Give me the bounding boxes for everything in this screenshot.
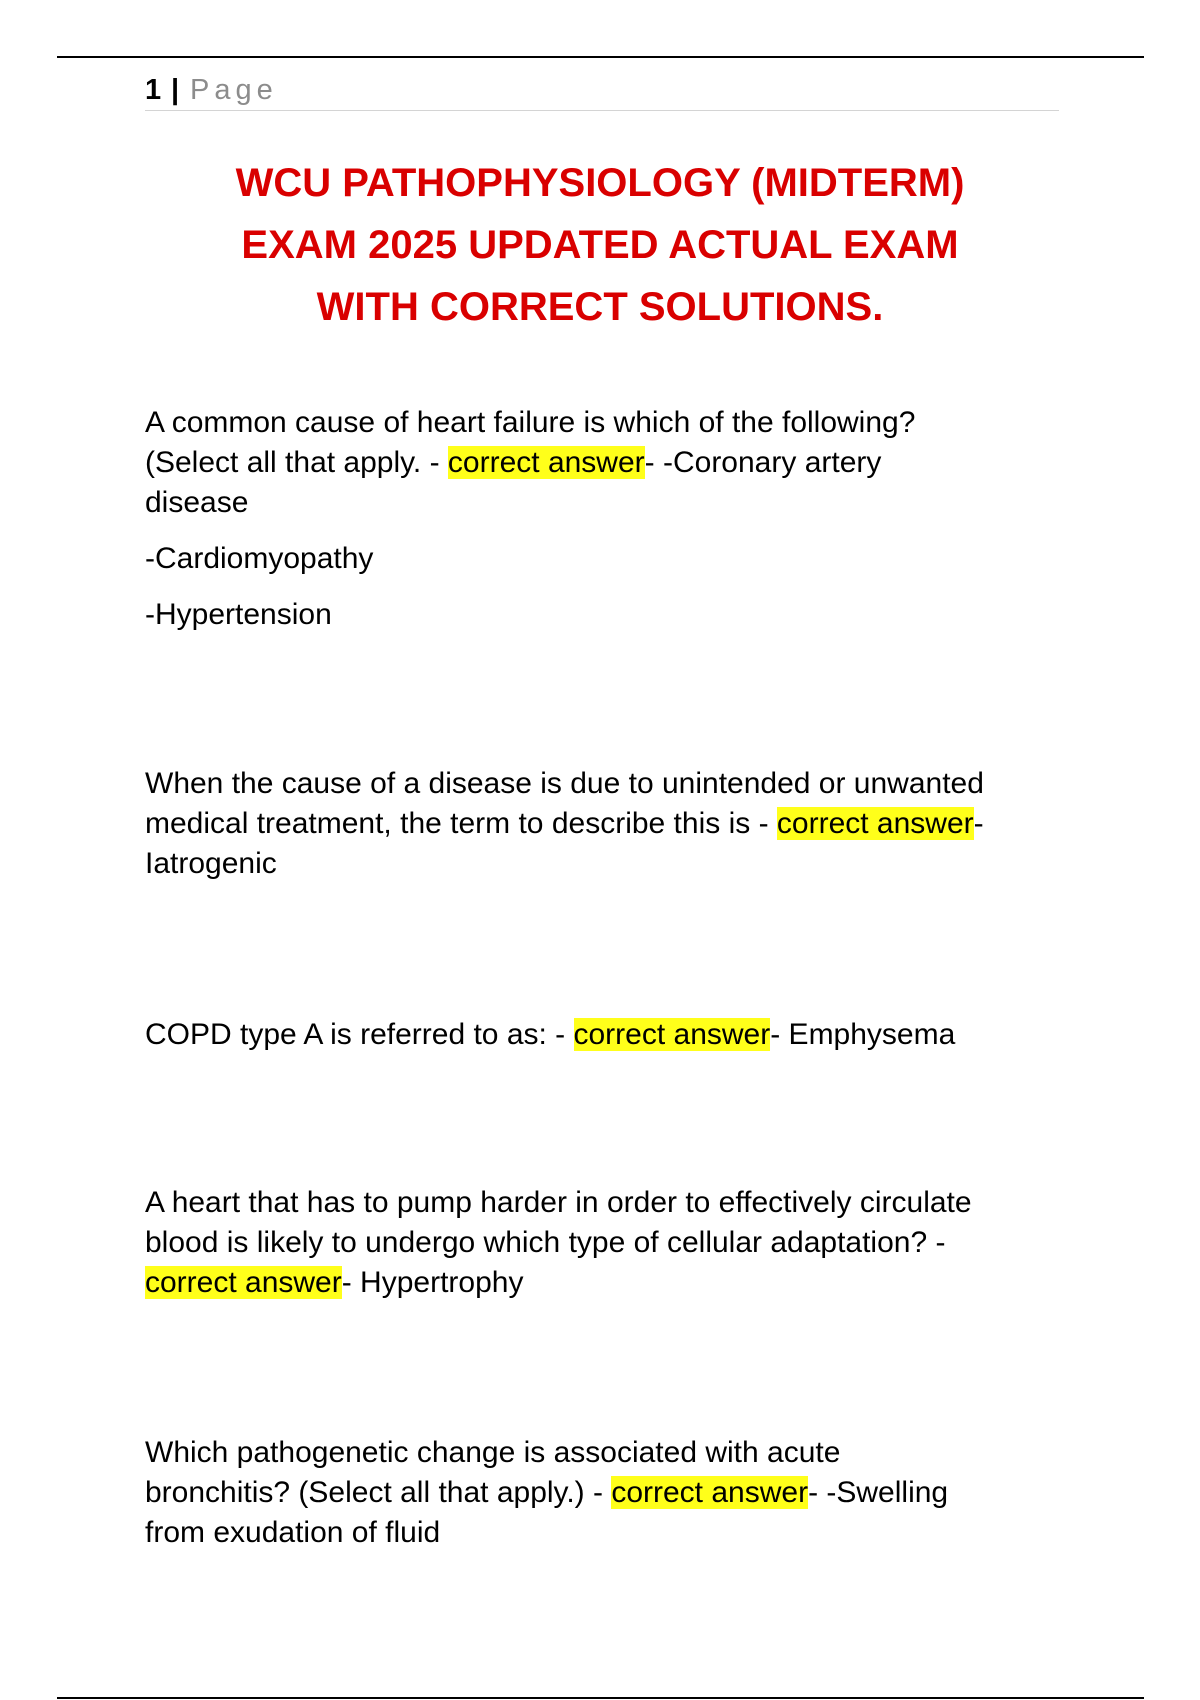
question-1 — [145, 403, 1065, 635]
question-line: medical treatment, the term to describe this is - — [145, 807, 777, 840]
question-text — [145, 443, 1065, 483]
question-line: Which pathogenetic change is associated with acute — [145, 1436, 841, 1469]
answer-text — [145, 844, 1065, 884]
page-number: 1 — [145, 74, 162, 106]
question-4 — [145, 1183, 1065, 1303]
answer-line: disease — [145, 486, 249, 519]
question-line: COPD type A is referred to as: - — [145, 1018, 574, 1051]
answer-text: - -Coronary artery — [644, 446, 882, 479]
answer-line: from exudation of fluid — [145, 1516, 441, 1549]
question-line: A common cause of heart failure is which of the following? — [145, 406, 916, 439]
question-line: When the cause of a disease is due to unintended or unwanted — [145, 767, 984, 800]
question-line: blood is likely to undergo which type of cellular adaptation? - — [145, 1226, 946, 1259]
question-3 — [145, 1015, 1065, 1055]
question-2 — [145, 764, 1065, 884]
answer-text: - Emphysema — [770, 1018, 956, 1051]
question-text — [145, 764, 1065, 804]
title-line-1: WCU PATHOPHYSIOLOGY (MIDTERM) — [235, 161, 965, 205]
page-label: Page — [190, 74, 278, 106]
question-text — [145, 1473, 1065, 1513]
correct-answer-highlight: correct answer — [776, 807, 974, 840]
answer-text: - — [973, 807, 984, 840]
answer-item: -Cardiomyopathy — [145, 542, 374, 575]
document-title — [145, 152, 1055, 338]
bottom-rule — [57, 1697, 1144, 1699]
answer-item: -Hypertension — [145, 598, 332, 631]
question-text — [145, 1223, 1065, 1263]
title-line-3: WITH CORRECT SOLUTIONS. — [316, 285, 884, 329]
title-line-2: EXAM 2025 UPDATED ACTUAL EXAM — [241, 223, 959, 267]
question-line: (Select all that apply. - — [145, 446, 448, 479]
question-text — [145, 1433, 1065, 1473]
answer-text: - -Swelling — [808, 1476, 949, 1509]
question-text — [145, 1015, 1065, 1055]
correct-answer-highlight: correct answer — [611, 1476, 809, 1509]
correct-answer-highlight: correct answer — [573, 1018, 771, 1051]
answer-text — [145, 483, 1065, 523]
top-rule — [57, 56, 1144, 58]
question-text — [145, 403, 1065, 443]
question-line: bronchitis? (Select all that apply.) - — [145, 1476, 612, 1509]
answer-line: - Hypertrophy — [341, 1266, 524, 1299]
question-text — [145, 804, 1065, 844]
question-5 — [145, 1433, 1065, 1553]
question-line: A heart that has to pump harder in order to effectively circulate — [145, 1186, 972, 1219]
correct-answer-highlight: correct answer — [145, 1266, 342, 1299]
answer-text — [145, 1513, 1065, 1553]
question-text — [145, 1183, 1065, 1223]
page-separator: | — [171, 74, 180, 106]
page-header — [145, 70, 1059, 111]
answer-text — [145, 1263, 1065, 1303]
correct-answer-highlight: correct answer — [447, 446, 645, 479]
answer-line: Iatrogenic — [145, 847, 277, 880]
